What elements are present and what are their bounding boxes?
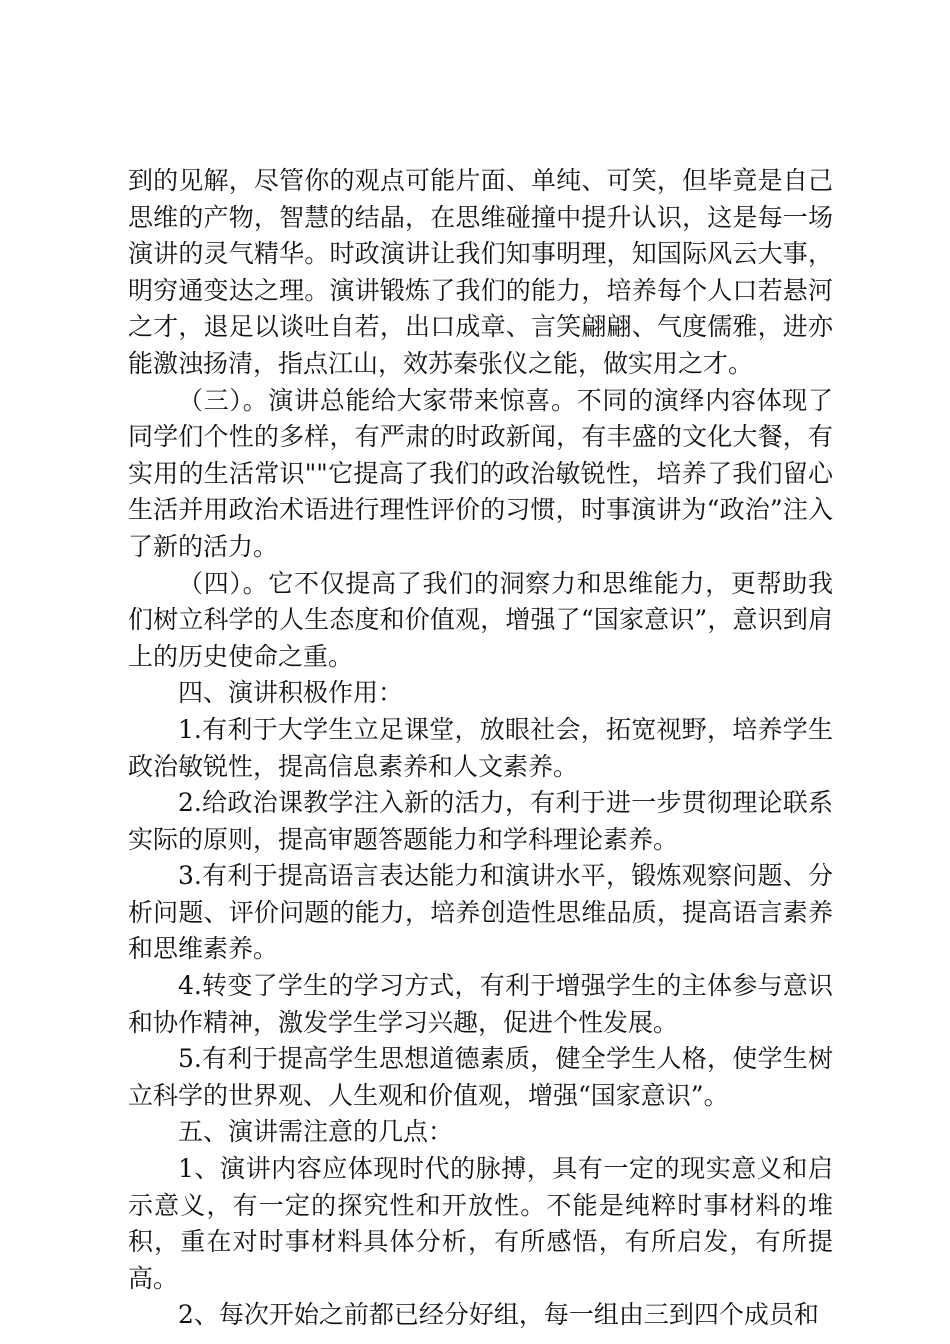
list-item-5-1: 1、演讲内容应体现时代的脉搏，具有一定的现实意义和启示意义，有一定的探究性和开放性。不能是纯粹时事材料的堆积，重在对时事材料具体分析，有所感悟，有所启发，有所提高。 bbox=[128, 1154, 833, 1293]
paragraph-2: （三）。演讲总能给大家带来惊喜。不同的演绎内容体现了同学们个性的多样，有严肃的时政新闻，有丰盛的文化大餐，有实用的生活常识""它提高了我们的政治敏锐性，培养了我们留心生活并用政治术语进行理性评价的习惯，时事演讲为“政治”注入了新的活力。 bbox=[128, 385, 833, 561]
list-item-4-3: 3.有利于提高语言表达能力和演讲水平，锻炼观察问题、分析问题、评价问题的能力，培养创造性思维品质，提高语言素养和思维素养。 bbox=[128, 861, 833, 964]
list-item-4-1: 1.有利于大学生立足课堂，放眼社会，拓宽视野，培养学生政治敏锐性，提高信息素养和人文素养。 bbox=[128, 714, 833, 781]
list-item-4-4: 4.转变了学生的学习方式，有利于增强学生的主体参与意识和协作精神，激发学生学习兴趣，促进个性发展。 bbox=[128, 971, 833, 1037]
paragraph-3: （四）。它不仅提高了我们的洞察力和思维能力，更帮助我们树立科学的人生态度和价值观，增强了“国家意识”，意识到肩上的历史使命之重。 bbox=[128, 568, 833, 671]
document-page bbox=[128, 163, 833, 1334]
section-heading-5: 五、演讲需注意的几点： bbox=[178, 1117, 454, 1147]
list-item-4-5: 5.有利于提高学生思想道德素质，健全学生人格，使学生树立科学的世界观、人生观和价值观，增强“国家意识”。 bbox=[128, 1044, 833, 1110]
section-heading-4: 四、演讲积极作用： bbox=[178, 678, 404, 708]
list-item-5-2: 2、每次开始之前都已经分好组，每一组由三到四个成员和 bbox=[178, 1300, 819, 1330]
paragraph-1: 到的见解，尽管你的观点可能片面、单纯、可笑，但毕竟是自己思维的产物，智慧的结晶，在思维碰撞中提升认识，这是每一场演讲的灵气精华。时政演讲让我们知事明理，知国际风云大事，明穷通变达之理。演讲锻炼了我们的能力，培养每个人口若悬河之才，退足以谈吐自若，出口成章、言笑翩翩、气度儒雅，进亦能激浊扬清，指点江山，效苏秦张仪之能，做实用之才。 bbox=[128, 166, 833, 378]
list-item-4-2: 2.给政治课教学注入新的活力，有利于进一步贯彻理论联系实际的原则，提高审题答题能力和学科理论素养。 bbox=[128, 788, 833, 854]
